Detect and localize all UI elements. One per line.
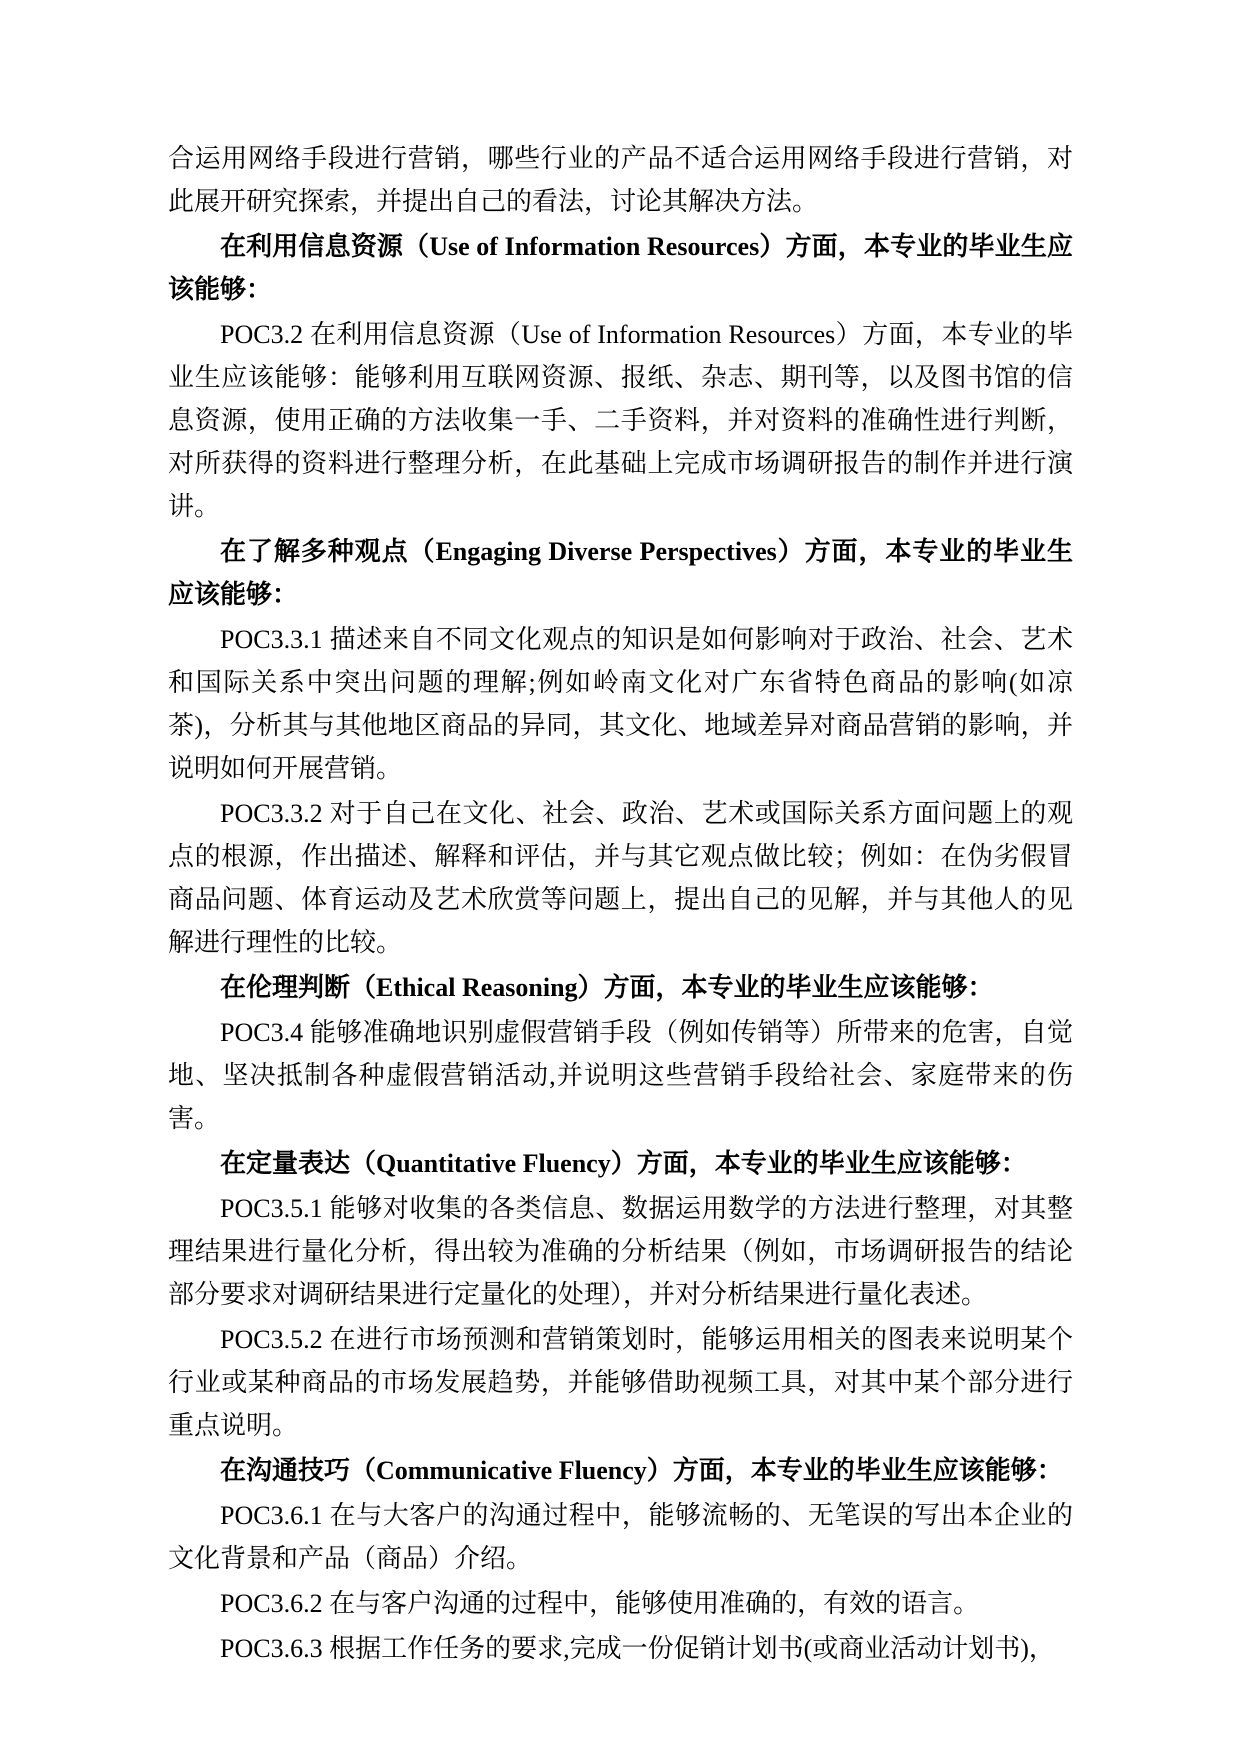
- paragraph-poc3-5-1: POC3.5.1 能够对收集的各类信息、数据运用数学的方法进行整理，对其整理结果进行量化分析，得出较为准确的分析结果（例如，市场调研报告的结论部分要求对调研结果进行定量化的处理），并对分析结果进行量化表述。: [168, 1194, 1073, 1309]
- paragraph-poc3-5-2: POC3.5.2 在进行市场预测和营销策划时，能够运用相关的图表来说明某个行业或某种商品的市场发展趋势，并能够借助视频工具，对其中某个部分进行重点说明。: [168, 1325, 1073, 1440]
- paragraph-poc3-3-2: POC3.3.2 对于自己在文化、社会、政治、艺术或国际关系方面问题上的观点的根源，作出描述、解释和评估，并与其它观点做比较；例如：在伪劣假冒商品问题、体育运动及艺术欣赏等问题上，提出自己的见解，并与其他人的见解进行理性的比较。: [168, 799, 1073, 957]
- document-page: [168, 137, 1073, 1670]
- heading-use-of-information-resources: 在利用信息资源（Use of Information Resources）方面，本专业的毕业生应该能够：: [168, 232, 1073, 304]
- paragraph-poc3-3-1: POC3.3.1 描述来自不同文化观点的知识是如何影响对于政治、社会、艺术和国际关系中突出问题的理解;例如岭南文化对广东省特色商品的影响(如凉茶)，分析其与其他地区商品的异同，其文化、地域差异对商品营销的影响，并说明如何开展营销。: [168, 625, 1073, 783]
- heading-ethical-reasoning: 在伦理判断（Ethical Reasoning）方面，本专业的毕业生应该能够：: [220, 973, 994, 1002]
- heading-engaging-diverse-perspectives: 在了解多种观点（Engaging Diverse Perspectives）方面，本专业的毕业生应该能够：: [168, 537, 1073, 609]
- paragraph-poc3-4: POC3.4 能够准确地识别虚假营销手段（例如传销等）所带来的危害，自觉地、坚决抵制各种虚假营销活动,并说明这些营销手段给社会、家庭带来的伤害。: [168, 1018, 1073, 1133]
- paragraph-poc3-2: POC3.2 在利用信息资源（Use of Information Resources）方面，本专业的毕业生应该能够：能够利用互联网资源、报纸、杂志、期刊等，以及图书馆的信息资源，使用正确的方法收集一手、二手资料，并对资料的准确性进行判断，对所获得的资料进行整理分析，在此基础上完成市场调研报告的制作并进行演讲。: [168, 320, 1073, 521]
- heading-quantitative-fluency: 在定量表达（Quantitative Fluency）方面，本专业的毕业生应该能够：: [220, 1149, 1027, 1178]
- paragraph-continuation: 合运用网络手段进行营销，哪些行业的产品不适合运用网络手段进行营销，对此展开研究探索，并提出自己的看法，讨论其解决方法。: [168, 144, 1073, 216]
- paragraph-poc3-6-2: POC3.6.2 在与客户沟通的过程中，能够使用准确的，有效的语言。: [220, 1589, 980, 1618]
- paragraph-poc3-6-1: POC3.6.1 在与大客户的沟通过程中，能够流畅的、无笔误的写出本企业的文化背景和产品（商品）介绍。: [168, 1501, 1073, 1573]
- heading-communicative-fluency: 在沟通技巧（Communicative Fluency）方面，本专业的毕业生应该能够：: [220, 1456, 1063, 1485]
- paragraph-poc3-6-3: POC3.6.3 根据工作任务的要求,完成一份促销计划书(或商业活动计划书)，: [220, 1634, 1055, 1663]
